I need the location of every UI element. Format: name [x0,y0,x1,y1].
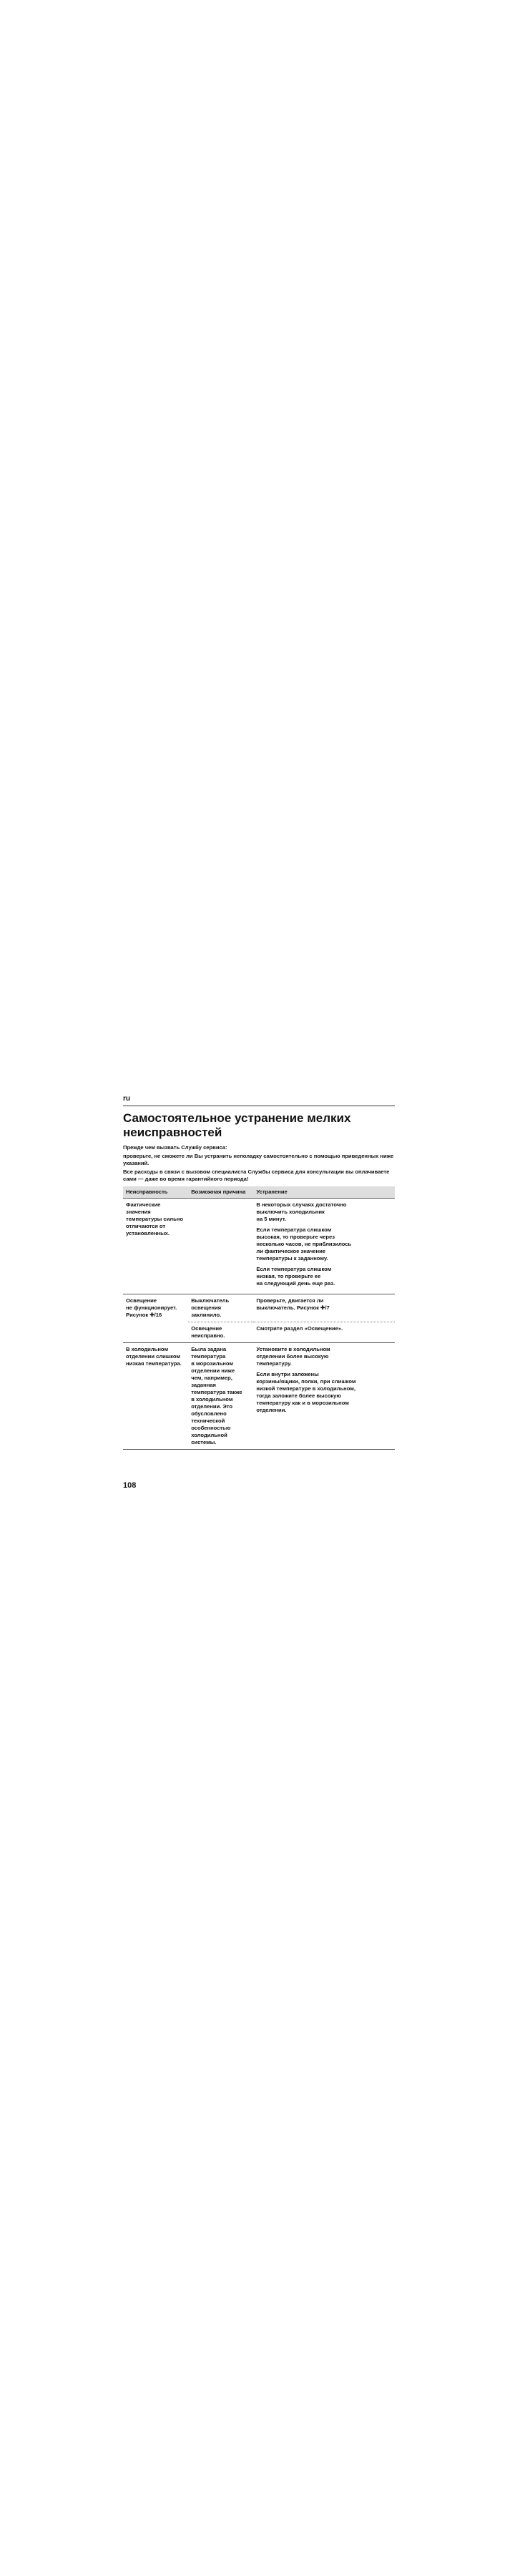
text-line: не функционирует. [126,1304,177,1311]
title-line-1: Самостоятельное устранение мелких [123,1111,351,1125]
intro-text [123,1144,395,1184]
text-line: Освещение [191,1325,222,1332]
column-header-cause: Возможная причина [188,1186,253,1199]
column-header-remedy: Устранение [253,1186,395,1199]
text-line: обусловлено [191,1410,227,1417]
table-row [123,1199,395,1294]
language-tag: ru [123,1095,130,1103]
text-line: отделении. [256,1407,287,1413]
text-line: отделении ниже [191,1367,235,1374]
text-line: температуры сильно [126,1216,184,1222]
text-line: низкой температуре в холодильном, [256,1385,356,1392]
text-line: Была задана [191,1346,227,1352]
text-line: высокая, то проверьте через [256,1234,335,1240]
text-line: Если внутри заложены [256,1371,319,1377]
text-line: температура [191,1353,226,1360]
text-line: отделении слишком [126,1353,180,1360]
remedy-cell [253,1343,395,1450]
text-line: низкая, то проверьте ее [256,1273,321,1279]
title-line-2: неисправностей [123,1126,222,1139]
text-line: технической [191,1418,225,1424]
text-line: холодильной [191,1432,227,1438]
text-line: выключить холодильник [256,1209,325,1215]
text-line: Рисунок ✚/16 [126,1312,162,1318]
text-line: освещения [191,1304,222,1311]
text-line: температуры к заданному. [256,1255,328,1262]
text-line: температуру. [256,1360,292,1367]
cause-cell [188,1199,253,1294]
text-line: температура также [191,1389,242,1395]
text-line: температуру как и в морозильном [256,1400,349,1406]
fault-cell [123,1199,188,1294]
page-title [123,1111,395,1140]
text-line: корзины/ящики, полки, при слишком [256,1378,356,1385]
table-row [123,1294,395,1322]
text-line: Освещение [126,1297,157,1304]
remedy-cell [253,1322,395,1343]
text-line: В некоторых случаях достаточно [256,1201,347,1208]
text-line: особенностью [191,1425,231,1431]
remedy-cell [253,1294,395,1322]
text-line: на 5 минут. [256,1216,286,1222]
text-line: установленных. [126,1230,170,1236]
text-line: в холодильном [191,1396,233,1402]
text-line: выключатель. Рисунок ✚/7 [256,1304,330,1311]
text-line: Установите в холодильном [256,1346,330,1352]
remedy-paragraph [256,1346,392,1367]
intro-line-1: Прежде чем вызвать Службу сервиса: [123,1144,227,1151]
table-row [123,1343,395,1450]
text-line: Смотрите раздел «Освещение». [256,1325,343,1332]
text-line: отличаются от [126,1223,166,1229]
text-line: низкая температура. [126,1360,182,1367]
remedy-paragraph [256,1201,392,1223]
text-line: ли фактическое значение [256,1248,325,1254]
text-line: на следующий день еще раз. [256,1280,335,1287]
text-line: отделении более высокую [256,1353,329,1360]
text-line: несколько часов, не приблизилось [256,1241,352,1247]
remedy-cell [253,1199,395,1294]
intro-line-3: Все расходы в связи с вызовом специалиста Службы сервиса для консультации вы оплачиваете сами — даже во время гарантийного периода! [123,1168,390,1182]
text-line: чем, например, [191,1375,232,1381]
text-line: В холодильном [126,1346,169,1352]
intro-line-2: проверьте, не сможете ли Вы устранить неполадку самостоятельно с помощью приведенных ниже указаний. [123,1152,394,1166]
remedy-paragraph [256,1226,392,1262]
text-line: Проверьте, двигается ли [256,1297,324,1304]
text-line: Выключатель [191,1297,230,1304]
text-line: Фактические [126,1201,161,1208]
text-line: Если температура слишком [256,1226,332,1233]
text-line: Если температура слишком [256,1266,332,1272]
page-number: 108 [123,1481,137,1490]
text-line: значения [126,1209,151,1215]
fault-cell [123,1343,188,1450]
column-header-fault: Неисправность [123,1186,188,1199]
text-line: неисправно. [191,1332,225,1339]
text-line: тогда заложите более высокую [256,1392,341,1399]
fault-cell [123,1294,188,1343]
text-line: в морозильном [191,1360,233,1367]
text-line: системы. [191,1439,217,1445]
text-line: заклинило. [191,1312,222,1318]
cause-cell [188,1322,253,1343]
remedy-paragraph [256,1266,392,1287]
table-header-row [123,1186,395,1199]
text-line: отделении. Это [191,1403,233,1410]
text-line: заданная [191,1382,216,1388]
cause-cell [188,1343,253,1450]
cause-cell [188,1294,253,1322]
troubleshooting-table [123,1186,395,1450]
remedy-paragraph [256,1371,392,1414]
